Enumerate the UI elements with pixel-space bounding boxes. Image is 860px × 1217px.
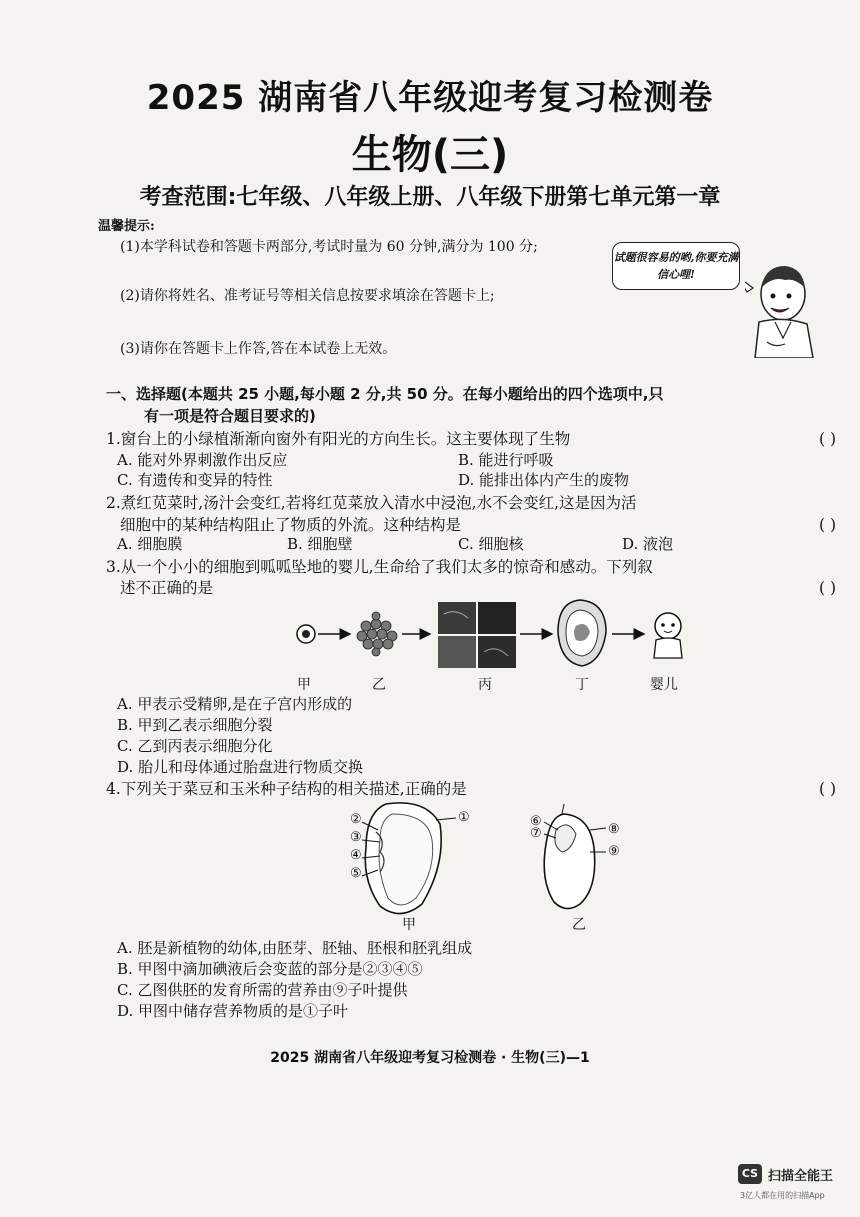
embryo-development-diagram [280, 596, 700, 672]
q3-option-d: D. 胎儿和母体通过胎盘进行物质交换 [117, 758, 364, 776]
tip-item: (3)请你在答题卡上作答,答在本试卷上无效。 [120, 341, 397, 357]
q4-option-a: A. 胚是新植物的幼体,由胚芽、胚轴、胚根和胚乳组成 [117, 939, 473, 957]
seed-marker: ⑨ [608, 844, 620, 859]
answer-paren: ( ) [818, 516, 836, 534]
tip-item: (2)请你将姓名、准考证号等相关信息按要求填涂在答题卡上; [120, 288, 495, 304]
seed-marker: ⑧ [608, 822, 620, 837]
question-3-stem [106, 556, 836, 578]
seed-marker: ⑦ [530, 826, 542, 841]
q1-option-b: B. 能进行呼吸 [458, 451, 554, 469]
seed-marker: ⑥ [530, 814, 542, 829]
question-text: 1.窗台上的小绿植渐渐向窗外有阳光的方向生长。这主要体现了生物 [106, 430, 571, 448]
answer-paren: ( ) [818, 780, 836, 798]
seed-marker: ④ [350, 848, 362, 863]
seed-marker: ③ [350, 830, 362, 845]
q4-option-b: B. 甲图中滴加碘液后会变蓝的部分是②③④⑤ [117, 960, 423, 978]
exam-scope: 考查范围:七年级、八年级上册、八年级下册第七单元第一章 [139, 185, 721, 210]
exam-title: 2025 湖南省八年级迎考复习检测卷 [146, 78, 714, 118]
question-2-stem [106, 492, 836, 514]
q3-option-c: C. 乙到丙表示细胞分化 [117, 737, 273, 755]
seed-marker: ⑤ [350, 866, 362, 881]
q3-option-b: B. 甲到乙表示细胞分裂 [117, 716, 273, 734]
seed-structure-diagram [340, 800, 640, 925]
scanner-logo-icon: CS [738, 1164, 762, 1184]
q1-option-d: D. 能排出体内产生的废物 [458, 471, 630, 489]
q4-option-d: D. 甲图中储存营养物质的是①子叶 [117, 1002, 349, 1020]
scanner-brand-name: 扫描全能王 [768, 1169, 834, 1184]
scanner-brand-tagline: 3亿人都在用的扫描App [740, 1191, 825, 1200]
q3-option-a: A. 甲表示受精卵,是在子宫内形成的 [117, 695, 353, 713]
question-text: 细胞中的某种结构阻止了物质的外流。这种结构是 [120, 516, 462, 534]
answer-paren: ( ) [818, 430, 836, 448]
question-2-stem-cont [106, 514, 836, 536]
section-heading-line1: 一、选择题(本题共 25 小题,每小题 2 分,共 50 分。在每小题给出的四个选项中,只 [106, 385, 664, 403]
seed-marker: ② [350, 812, 362, 827]
fig3-label-yi: 乙 [372, 677, 386, 693]
speech-bubble: 试题很容易的哟,你要充满信心哩! [612, 242, 740, 290]
tips-label: 温馨提示: [98, 219, 155, 234]
question-text: 述不正确的是 [120, 579, 214, 597]
fig3-label-ding: 丁 [575, 677, 589, 693]
question-text: 4.下列关于菜豆和玉米种子结构的相关描述,正确的是 [106, 780, 467, 798]
q1-option-c: C. 有遗传和变异的特性 [117, 471, 273, 489]
answer-paren: ( ) [818, 579, 836, 597]
q2-option-d: D. 液泡 [622, 535, 674, 553]
question-1-stem [106, 428, 836, 450]
fig3-label-bing: 丙 [478, 677, 492, 693]
question-text: 2.煮红苋菜时,汤汁会变红,若将红苋菜放入清水中浸泡,水不会变红,这是因为活 [106, 494, 637, 512]
fig3-label-baby: 婴儿 [650, 677, 678, 693]
section-heading-line2: 有一项是符合题目要求的) [144, 407, 316, 425]
q2-option-a: A. 细胞膜 [117, 535, 183, 553]
fig4-label-yi: 乙 [572, 917, 586, 933]
q2-option-b: B. 细胞壁 [287, 535, 353, 553]
question-4-stem [106, 778, 836, 800]
cartoon-boy-illustration [745, 258, 815, 358]
exam-subject: 生物(三) [351, 132, 509, 178]
question-text: 3.从一个小小的细胞到呱呱坠地的婴儿,生命给了我们太多的惊奇和感动。下列叙 [106, 558, 653, 576]
fig3-label-jia: 甲 [297, 677, 311, 693]
q1-option-a: A. 能对外界刺激作出反应 [117, 451, 288, 469]
page-footer: 2025 湖南省八年级迎考复习检测卷 · 生物(三)—1 [270, 1050, 590, 1066]
tip-item: (1)本学科试卷和答题卡两部分,考试时量为 60 分钟,满分为 100 分; [120, 239, 538, 255]
q4-option-c: C. 乙图供胚的发育所需的营养由⑨子叶提供 [117, 981, 408, 999]
seed-marker: ① [458, 810, 470, 825]
fig4-label-jia: 甲 [402, 917, 416, 933]
section-heading [106, 383, 836, 427]
q2-option-c: C. 细胞核 [458, 535, 524, 553]
